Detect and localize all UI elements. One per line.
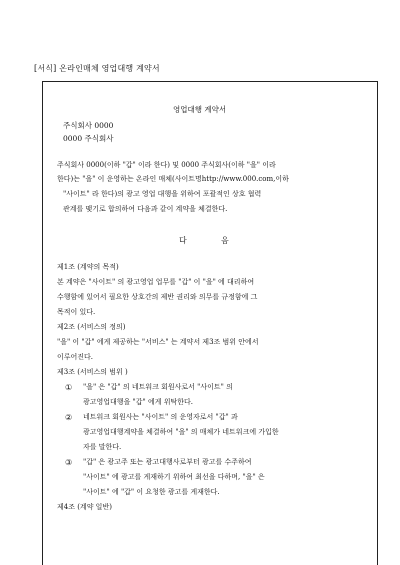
contract-frame	[42, 81, 378, 565]
article-2-heading: 제2조 (서비스의 정의)	[57, 323, 126, 331]
article-3-item-2-line: 자를 말한다.	[83, 443, 122, 451]
intro-line-2: 한다)는 "을" 이 운영하는 온라인 매체(사이트명http://www.000.com,이하	[57, 175, 289, 183]
intro-line-3: "사이트" 라 한다)의 광고 영업 대행을 위하여 포괄적인 상호 협력	[63, 190, 262, 198]
article-1-heading: 제1조 (계약의 목적)	[57, 263, 119, 271]
item-marker-1: ①	[65, 383, 73, 392]
item-marker-2: ②	[65, 413, 73, 422]
intro-line-4: 관계를 맺기로 합의하여 다음과 같이 계약을 체결한다.	[63, 205, 228, 213]
article-4-heading: 제4조 (계약 일반)	[57, 503, 112, 511]
heading-da: 다	[179, 236, 187, 245]
item-marker-3: ③	[65, 458, 73, 467]
article-3-item-1-line: "을" 은 "갑" 의 네트워크 회원사로서 "사이트" 의	[83, 383, 233, 391]
article-3-item-3-line: "사이트" 에 "갑" 이 요청한 광고를 게재한다.	[83, 488, 220, 496]
party-a: 주식회사 0000	[63, 121, 114, 130]
contract-title: 영업대행 계약서	[173, 105, 227, 114]
article-3-item-3-line: "갑" 은 광고주 또는 광고대행사로부터 광고를 수주하여	[83, 458, 252, 466]
article-3-item-1-line: 광고영업대행을 "갑" 에게 위탁한다.	[83, 398, 194, 406]
article-3-item-2-line: 광고영업대행계약을 체결하여 "을" 의 매체가 네트워크에 가입한	[83, 428, 279, 436]
article-3-item-3-line: "사이트" 에 광고를 게재하기 위하여 최선을 다하며, "을" 은	[83, 473, 265, 481]
heading-eum: 음	[221, 236, 229, 245]
form-label: [서식] 온라인매체 영업대행 계약서	[34, 64, 160, 73]
article-1-line: 본 계약은 "사이트" 의 광고영업 업무를 "갑" 이 "을" 에 대리하여	[57, 278, 255, 286]
party-b: 0000 주식회사	[63, 134, 114, 143]
article-1-line: 수행함에 있어서 필요한 상호간의 제반 권리와 의무를 규정함에 그	[57, 293, 258, 301]
article-2-line: 이루어진다.	[57, 353, 94, 361]
article-3-item-2-line: 네트워크 회원사는 "사이트" 의 운영자로서 "갑" 과	[83, 413, 238, 421]
article-1-line: 목적이 있다.	[57, 308, 96, 316]
article-2-line: "을" 이 "갑" 에게 제공하는 "서비스" 는 계약서 제3조 범위 안에서	[57, 338, 259, 346]
article-3-heading: 제3조 (서비스의 범위 )	[57, 368, 128, 376]
intro-line-1: 주식회사 0000(이하 "갑" 이라 한다) 및 0000 주식회사(이하 "을" 이라	[57, 161, 276, 169]
